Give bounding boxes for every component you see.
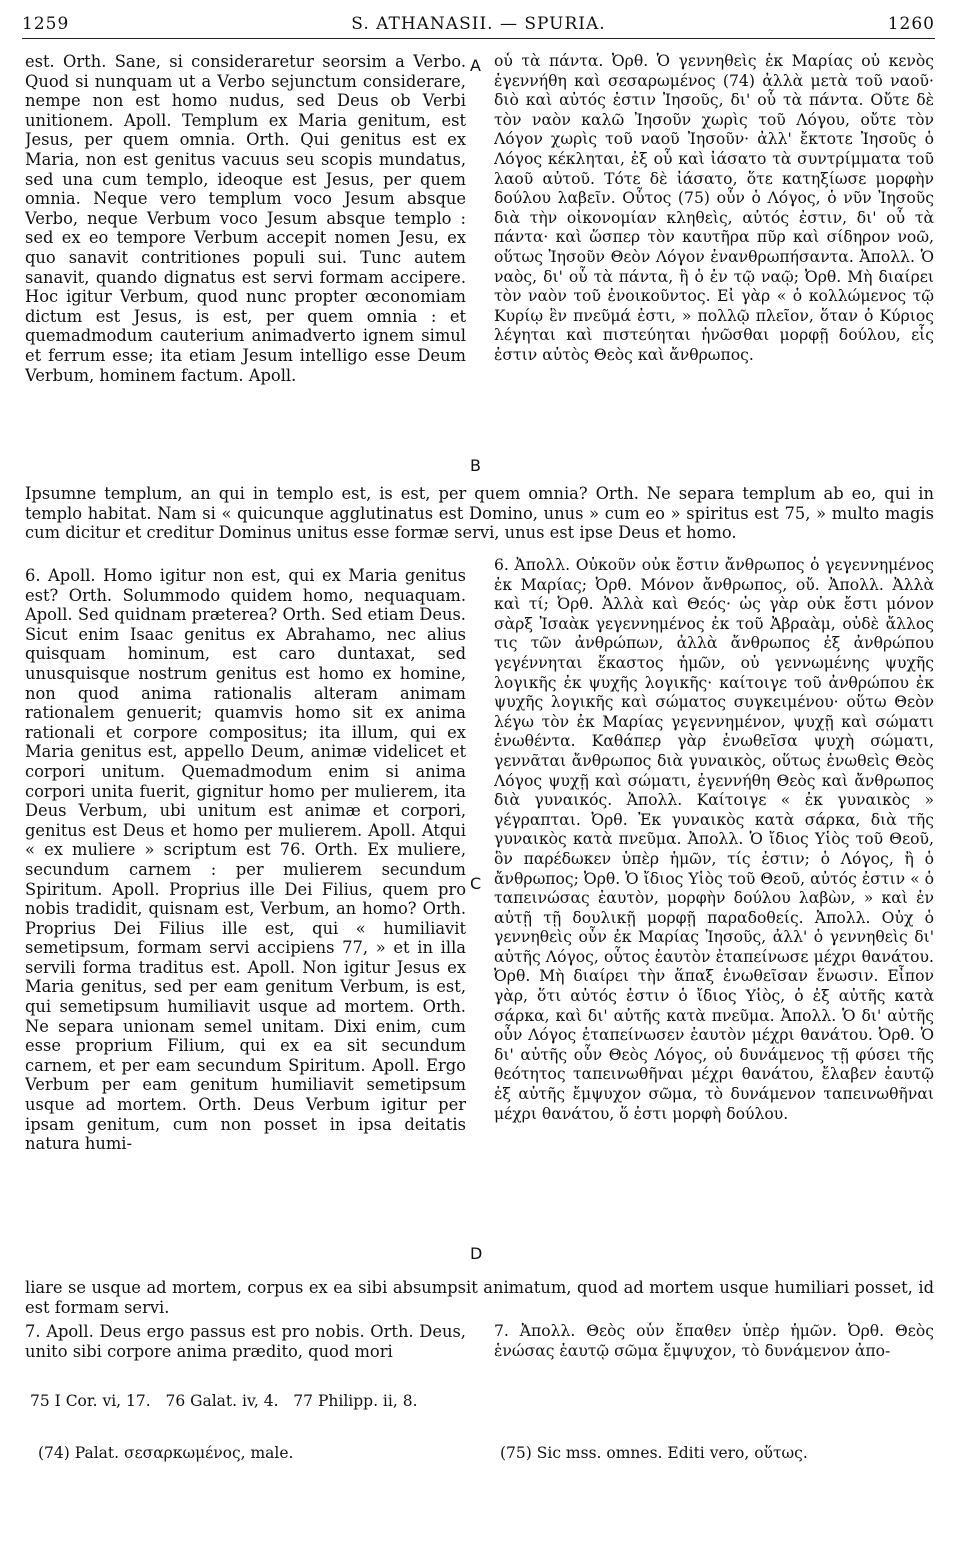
full-width-paragraph-1: Ipsumne templum, an qui in templo est, is est, per quem omnia? Orth. Ne separa templum ab eo, qui in templo habitat. Nam si « quicunque agglutinatus est Domino, unus » cum eo » spiritus est 75, » multo magis cum dicitur et creditur Dominus unitus esse formæ servi, unus est ipse Deus et homo. <box>25 484 934 543</box>
full-width-paragraph-2: liare se usque ad mortem, corpus ex ea sibi absumpsit animatum, quod ad mortem usque humiliari posset, id est formam servi. <box>25 1278 934 1317</box>
latin-column-1: est. Orth. Sane, si consideraretur seorsim a Verbo. Quod si nunquam ut a Verbo sejunctum considerare, nempe non est homo nudus, sed Deus ob Verbi unitionem. Apoll. Templum ex Maria genitum, est Jesus, per quem omnia. Orth. Qui genitus est ex Maria, non est genitus vacuus seu scopis mundatus, sed una cum templo, ideoque est Jesus, per quem omnia. Neque vero templum voco Jesum absque Verbo, neque Verbum voco Jesum absque templo : sed ex eo tempore Verbum accepit nomen Jesu, ex quo sanavit contritiones populi sui. Tunc autem sanavit, quando dignatus est servi formam accipere. Hoc igitur Verbum, quod nunc propter œconomiam dictum est Jesus, is est, per quem omnia : et quemadmodum cauterium animadverto ignem simul et ferrum esse; ita etiam Jesum intelligo esse Deum Verbum, hominem factum. Apoll. <box>25 52 466 385</box>
page-number-right: 1260 <box>887 14 935 34</box>
latin-column-3: 7. Apoll. Deus ergo passus est pro nobis. Orth. Deus, unito sibi corpore anima prædito, quod mori <box>25 1322 466 1361</box>
footnote-74: (74) Palat. σεσαρκωμένος, male. <box>38 1444 294 1462</box>
margin-letter-a: A <box>470 56 481 75</box>
footnote-75: (75) Sic mss. omnes. Editi vero, οὕτως. <box>500 1444 808 1462</box>
margin-letter-d: D <box>470 1244 483 1263</box>
running-title: S. ATHANASII. — SPURIA. <box>351 14 606 34</box>
greek-column-1: οὗ τὰ πάντα. Ὀρθ. Ὁ γεννηθεὶς ἐκ Μαρίας οὐ κενὸς ἐγεννήθη καὶ σεσαρωμένος (74) ἀλλὰ μετὰ τοῦ ναοῦ· διὸ καὶ αὐτός ἐστιν Ἰησοῦς, δι' οὗ τὰ πάντα. Οὔτε δὲ τὸν ναὸν καλῶ Ἰησοῦν χωρὶς τοῦ Λόγου, οὔτε τὸν Λόγον χωρὶς τοῦ ναοῦ Ἰησοῦν· ἀλλ' ἔκτοτε Ἰησοῦς ὁ Λόγος κέκληται, ἐξ οὗ καὶ ἰάσατο τὰ συντρίμματα τοῦ λαοῦ αὐτοῦ. Τότε δὲ ἰάσατο, ὅτε κατηξίωσε μορφὴν δούλου λαβεῖν. Οὗτος (75) οὖν ὁ Λόγος, ὁ νῦν Ἰησοῦς διὰ τὴν οἰκονομίαν κληθεὶς, αὐτός ἐστιν, δι' οὗ τὰ πάντα· καὶ ὥσπερ τὸν καυτῆρα πῦρ καὶ σίδηρον νοῶ, οὕτως Ἰησοῦν Θεὸν Λόγον ἐνανθρωπήσαντα. Ἀπολλ. Ὁ ναὸς, δι' οὗ τὰ πάντα, ἢ ὁ ἐν τῷ ναῷ; Ὀρθ. Μὴ διαίρει τὸν ναὸν τοῦ ἐνοικοῦντος. Εἰ γὰρ « ὁ κολλώμενος τῷ Κυρίῳ ἓν πνεῦμά ἐστι, » πολλῷ πλεῖον, ὅταν ὁ Κύριος λέγηται καὶ πιστεύηται ἡνῶσθαι μορφῇ δούλου, εἷς ἐστιν αὐτὸς Θεὸς καὶ ἄνθρωπος. <box>494 52 934 364</box>
scripture-references: 75 I Cor. vi, 17. 76 Galat. iv, 4. 77 Philipp. ii, 8. <box>30 1392 418 1410</box>
page-number-left: 1259 <box>22 14 70 34</box>
margin-letter-c: C <box>470 874 482 893</box>
header-rule <box>22 38 935 39</box>
greek-column-2: 6. Ἀπολλ. Οὐκοῦν οὐκ ἔστιν ἄνθρωπος ὁ γεγεννημένος ἐκ Μαρίας; Ὀρθ. Μόνον ἄνθρωπος, οὔ. Ἀπολλ. Ἀλλὰ καὶ τί; Ὀρθ. Ἀλλὰ καὶ Θεός· ὡς γὰρ οὐκ ἔστι μόνον σὰρξ Ἰσαὰκ γεγεννημένος ἐκ τοῦ Ἀβραὰμ, οὐδὲ ἄλλος τις τῶν ἀνθρώπων, ἀλλὰ ἄνθρωπος ἐξ ἀνθρώπου γεγέννηται ἕκαστος ἡμῶν, οὐ γεννωμένης ψυχῆς λογικῆς ἐκ ψυχῆς λογικῆς· καίτοιγε τοῦ ἀνθρώπου ἐκ ψυχῆς λογικῆς καὶ σώματος συγκειμένου· οὕτω Θεὸν λέγω τὸν ἐκ Μαρίας γεγεννημένον, ψυχῇ καὶ σώματι ἑνωθέντα. Καθάπερ γὰρ ἑνωθεῖσα ψυχὴ σώματι, γεννᾶται ἄνθρωπος διὰ γυναικὸς, οὕτως ἑνωθεὶς Θεὸς Λόγος ψυχῇ καὶ σώματι, ἐγεννήθη Θεὸς καὶ ἄνθρωπος διὰ γυναικός. Ἀπολλ. Καίτοιγε « ἐκ γυναικὸς » γέγραπται. Ὀρθ. Ἐκ γυναικὸς κατὰ σάρκα, διὰ τῆς γυναικὸς κατὰ πνεῦμα. Ἀπολλ. Ὁ ἴδιος Υἱὸς τοῦ Θεοῦ, ὃν παρέδωκεν ὑπὲρ ἡμῶν, τίς ἐστιν; ὁ Λόγος, ἢ ὁ ἄνθρωπος; Ὀρθ. Ὁ ἴδιος Υἱὸς τοῦ Θεοῦ, αὐτός ἐστιν « ὁ ταπεινώσας ἑαυτὸν, μορφὴν δούλου λαβὼν, » καὶ ἐν αὐτῇ τῇ δουλικῇ μορφῇ παραδοθείς. Ἀπολλ. Οὐχ ὁ γεννηθεὶς οὖν ἐκ Μαρίας Ἰησοῦς, ἀλλ' ὁ γεννηθεὶς δι' αὐτῆς Λόγος, οὗτος ἑαυτὸν ἐταπείνωσε μέχρι θανάτου. Ὀρθ. Μὴ διαίρει τὴν ἅπαξ ἑνωθεῖσαν ἕνωσιν. Εἶπον γὰρ, ὅτι αὐτός ἐστιν ὁ ἴδιος Υἱὸς, ὁ ἐξ αὐτῆς κατὰ σάρκα, καὶ δι' αὐτῆς κατὰ πνεῦμα. Ἀπολλ. Ὁ δι' αὐτῆς οὖν Λόγος ἐταπείνωσεν ἑαυτὸν μέχρι θανάτου. Ὀρθ. Ὁ δι' αὐτῆς οὖν Θεὸς Λόγος, οὐ δυνάμενος τῇ φύσει τῆς θεότητος ταπεινωθῆναι μέχρι θανάτου, ἔλαβεν ἑαυτῷ ἐξ αὐτῆς ἔμψυχον σῶμα, τὸ δυνάμενον ταπεινωθῆναι μέχρι θανάτου, ὅ ἐστι μορφὴ δούλου. <box>494 556 934 1123</box>
latin-column-2: 6. Apoll. Homo igitur non est, qui ex Maria genitus est? Orth. Solummodo quidem homo, nequaquam. Apoll. Sed quidnam præterea? Orth. Sed etiam Deus. Sicut enim Isaac genitus ex Abrahamo, nec alius quisquam hominum, est caro duntaxat, sed unusquisque nostrum genitus est homo ex homine, non quod anima rationalis alteram animam rationalem genuerit; quamvis homo sit ex anima rationali et corpore compositus; ita illum, qui ex Maria genitus est, appello Deum, animæ videlicet et corpori unitum. Quemadmodum enim si anima corpori unita fuerit, gignitur homo per mulierem, ita Deus Verbum, ubi unitum est animæ et corpori, genitus est Deus et homo per mulierem. Apoll. Atqui « ex muliere » scriptum est 76. Orth. Ex muliere, secundum carnem : per mulierem secundum Spiritum. Apoll. Proprius ille Dei Filius, quem pro nobis tradidit, quisnam est, Verbum, an homo? Orth. Proprius Dei Filius ille est, qui « humiliavit semetipsum, formam servi accipiens 77, » et in illa servili forma traditus est. Apoll. Non igitur Jesus ex Maria genitus, sed per eam genitum Verbum, is est, qui semetipsum humiliavit usque ad mortem. Orth. Ne separa unionam semel unitam. Dixi enim, cum esse proprium Filium, qui ex ea sit secundum carnem, et per eam secundum Spiritum. Apoll. Ergo Verbum per eam genitum humiliavit semetipsum usque ad mortem. Orth. Deus Verbum igitur per ipsam genitum, cum non posset in ipsa deitatis natura humi- <box>25 566 466 1154</box>
greek-column-3: 7. Ἀπολλ. Θεὸς οὖν ἔπαθεν ὑπὲρ ἡμῶν. Ὀρθ. Θεὸς ἑνώσας ἑαυτῷ σῶμα ἔμψυχον, τὸ δυνάμενον ἀπο- <box>494 1322 934 1360</box>
running-header <box>22 10 935 40</box>
margin-letter-b: B <box>470 456 481 475</box>
